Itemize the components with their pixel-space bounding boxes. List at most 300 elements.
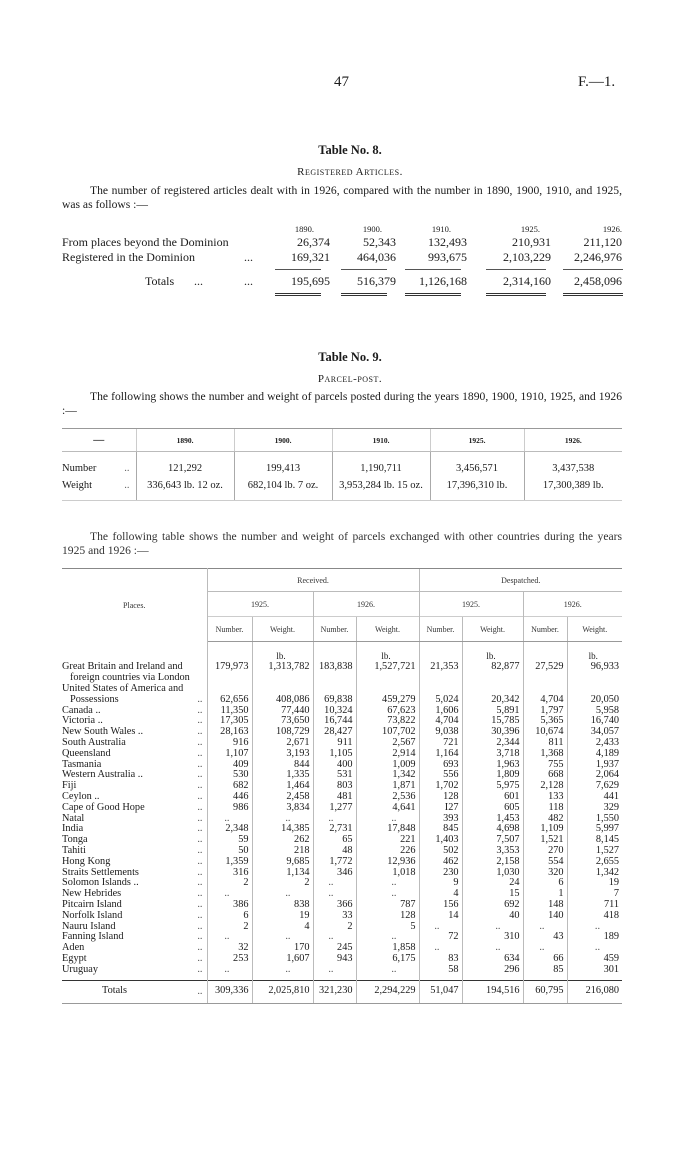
place-cell: [62, 814, 207, 825]
cell: 441: [567, 792, 622, 803]
cell: 15: [462, 889, 523, 900]
cell: 82,877: [462, 662, 523, 673]
cell: 316: [207, 868, 252, 879]
year-header: 1925.: [207, 592, 313, 617]
cell: [462, 673, 523, 684]
cell: 1,702: [419, 781, 462, 792]
table8-year: 1890.: [294, 224, 314, 234]
cell: 270: [523, 846, 567, 857]
row-label-text: Number: [62, 463, 97, 474]
cell: 2,128: [523, 781, 567, 792]
page-number: 47: [334, 74, 349, 90]
cell: 133: [523, 792, 567, 803]
place-name: Cape of Good Hope: [62, 801, 145, 813]
cell: 52,343: [363, 235, 396, 249]
cell: 4: [252, 922, 313, 933]
place-cell: [62, 770, 207, 781]
cell: 721: [419, 738, 462, 749]
leader-dots: ..: [197, 834, 203, 846]
place-name: Straits Settlements: [62, 866, 139, 878]
cell: 2: [207, 922, 252, 933]
table10-intro-text: The following table shows the number and weight of parcels exchanged with other countries during the years 1925 and 1926 :—: [62, 530, 622, 557]
leader-dots: ..: [197, 823, 203, 835]
cell: 226: [356, 846, 419, 857]
cell: 711: [567, 900, 622, 911]
cell: 17,848: [356, 824, 419, 835]
total-cell: 216,080: [567, 980, 622, 1003]
leader-dots: ..: [197, 801, 203, 813]
cell: 1,871: [356, 781, 419, 792]
cell: 400: [313, 760, 356, 771]
row-label: From places beyond the Dominion: [62, 235, 229, 249]
total-cell: 2,458,096: [574, 274, 622, 288]
cell: 221: [356, 835, 419, 846]
place-name: Aden: [62, 942, 85, 954]
cell: 4,641: [356, 803, 419, 814]
leader-dots: ..: [197, 963, 203, 975]
cell: 418: [567, 911, 622, 922]
cell: 1,107: [207, 749, 252, 760]
cell: 844: [252, 760, 313, 771]
cell: ..: [419, 922, 462, 933]
cell: 128: [356, 911, 419, 922]
leader-dots: ..: [197, 790, 203, 802]
cell: 682: [207, 781, 252, 792]
cell: 2,458: [252, 792, 313, 803]
cell: 32: [207, 943, 252, 954]
place-name: Western Australia ..: [62, 769, 143, 781]
place-name: Fiji: [62, 780, 77, 792]
cell: 66: [523, 954, 567, 965]
cell: 320: [523, 868, 567, 879]
cell: 692: [462, 900, 523, 911]
place-name: Hong Kong: [62, 855, 111, 867]
cell: 803: [313, 781, 356, 792]
cell: 170: [252, 943, 313, 954]
sum-rule: [275, 269, 321, 270]
cell: 605: [462, 803, 523, 814]
cell: 2,671: [252, 738, 313, 749]
year-header: 1890.: [136, 429, 234, 452]
cell: 6,175: [356, 954, 419, 965]
cell: 6: [523, 878, 567, 889]
cell: 7,629: [567, 781, 622, 792]
cell: 230: [419, 868, 462, 879]
cell: I27: [419, 803, 462, 814]
empty-cell: [207, 642, 252, 663]
cell: 459,279: [356, 695, 419, 706]
cell: 50: [207, 846, 252, 857]
table-row: [62, 868, 622, 879]
cell: 2,914: [356, 749, 419, 760]
cell: 5,365: [523, 716, 567, 727]
cell: 1,937: [567, 760, 622, 771]
table-row: [62, 965, 622, 976]
leader-dots: ..: [197, 812, 203, 824]
cell: 1,109: [523, 824, 567, 835]
cell: 2,246,976: [574, 250, 622, 264]
table8-totals-row: [62, 274, 622, 289]
cell: 2,655: [567, 857, 622, 868]
cell: 24: [462, 878, 523, 889]
cell: 1,030: [462, 868, 523, 879]
table-row: [62, 911, 622, 922]
cell: 5,975: [462, 781, 523, 792]
places-header: Places.: [62, 569, 207, 642]
cell: 17,305: [207, 716, 252, 727]
cell: 210,931: [512, 235, 551, 249]
cell: 12,936: [356, 857, 419, 868]
table-row: [62, 749, 622, 760]
cell: 3,437,538: [524, 452, 622, 478]
cell: 128: [419, 792, 462, 803]
cell: 943: [313, 954, 356, 965]
total-cell: 2,314,160: [503, 274, 551, 288]
row-label: [62, 477, 136, 501]
year-header: 1926.: [523, 592, 622, 617]
leader-dots: ..: [124, 480, 130, 491]
sum-rule: [563, 269, 623, 270]
cell: ..: [313, 965, 356, 976]
cell: 668: [523, 770, 567, 781]
leader-dots: ...: [194, 274, 203, 288]
leader-dots: ...: [244, 274, 253, 288]
cell: 1,018: [356, 868, 419, 879]
empty-cell: [62, 642, 207, 663]
total-cell: 1,126,168: [419, 274, 467, 288]
cell: ..: [523, 922, 567, 933]
cell: 2,731: [313, 824, 356, 835]
cell: 15,785: [462, 716, 523, 727]
cell: ..: [313, 889, 356, 900]
unit-label: lb.: [252, 642, 313, 663]
cell: 4,189: [567, 749, 622, 760]
unit-label: lb.: [567, 642, 622, 663]
place-name: Norfolk Island: [62, 909, 123, 921]
cell: [252, 673, 313, 684]
total-cell: 321,230: [313, 980, 356, 1003]
leader-dots: ..: [197, 952, 203, 964]
year-header: 1926.: [524, 429, 622, 452]
cell: 156: [419, 900, 462, 911]
empty-cell: [419, 642, 462, 663]
leader-dots: ..: [197, 747, 203, 759]
table10: [62, 568, 622, 1004]
cell: 393: [419, 814, 462, 825]
cell: 301: [567, 965, 622, 976]
total-cell: 516,379: [357, 274, 396, 288]
cell: ..: [356, 932, 419, 943]
place-name: Possessions: [70, 693, 119, 705]
leader-dots: ..: [197, 844, 203, 856]
leader-dots: ..: [197, 736, 203, 748]
cell: 1,134: [252, 868, 313, 879]
cell: 1,453: [462, 814, 523, 825]
weight-header: Weight.: [252, 617, 313, 642]
total-cell: 60,795: [523, 980, 567, 1003]
cell: 34,057: [567, 727, 622, 738]
table8-year: 1926.: [602, 224, 622, 234]
cell: 3,834: [252, 803, 313, 814]
cell: 2: [252, 878, 313, 889]
table9-intro: [62, 390, 622, 418]
cell: 346: [313, 868, 356, 879]
cell: [313, 673, 356, 684]
cell: 1,105: [313, 749, 356, 760]
cell: 218: [252, 846, 313, 857]
table10-header-row: [62, 569, 622, 592]
cell: 30,396: [462, 727, 523, 738]
cell: ..: [207, 814, 252, 825]
cell: 993,675: [428, 250, 467, 264]
cell: ..: [207, 889, 252, 900]
cell: ..: [356, 889, 419, 900]
cell: 296: [462, 965, 523, 976]
place-name: Pitcairn Island: [62, 898, 122, 910]
cell: 5: [356, 922, 419, 933]
leader-dots: ..: [197, 758, 203, 770]
table9: [62, 428, 622, 501]
place-name: Ceylon ..: [62, 790, 100, 802]
cell: 6: [207, 911, 252, 922]
cell: 28,427: [313, 727, 356, 738]
cell: 634: [462, 954, 523, 965]
cell: 140: [523, 911, 567, 922]
weight-header: Weight.: [567, 617, 622, 642]
place-name: Tahiti: [62, 844, 86, 856]
cell: 27,529: [523, 662, 567, 673]
cell: 446: [207, 792, 252, 803]
leader-dots: ..: [197, 726, 203, 738]
cell: 189: [567, 932, 622, 943]
year-header: 1926.: [313, 592, 419, 617]
leader-dots: ..: [197, 931, 203, 943]
cell: ..: [523, 943, 567, 954]
place-name: Great Britain and Ireland and: [62, 661, 183, 672]
cell: 1,335: [252, 770, 313, 781]
number-header: Number.: [207, 617, 252, 642]
cell: 329: [567, 803, 622, 814]
cell: 107,702: [356, 727, 419, 738]
table8-row: [62, 250, 622, 265]
year-header: 1925.: [430, 429, 524, 452]
cell: 693: [419, 760, 462, 771]
leader-dots: ..: [197, 866, 203, 878]
total-cell: 195,695: [291, 274, 330, 288]
place-name: New Hebrides: [62, 888, 122, 900]
received-header: Received.: [207, 569, 419, 592]
cell: 4,704: [523, 695, 567, 706]
table-row: [62, 695, 622, 706]
cell: 62,656: [207, 695, 252, 706]
row-label: Registered in the Dominion: [62, 250, 195, 264]
cell: 1,809: [462, 770, 523, 781]
total-double-rule: [486, 293, 546, 296]
despatched-header: Despatched.: [419, 569, 622, 592]
cell: 409: [207, 760, 252, 771]
sum-rule: [486, 269, 546, 270]
totals-label: Totals: [102, 985, 128, 997]
total-cell: 2,025,810: [252, 980, 313, 1003]
unit-label: lb.: [356, 642, 419, 663]
cell: 48: [313, 846, 356, 857]
cell: 2,348: [207, 824, 252, 835]
table8-year: 1925.: [520, 224, 540, 234]
cell: 911: [313, 738, 356, 749]
total-cell: 309,336: [207, 980, 252, 1003]
sum-rule: [341, 269, 387, 270]
place-name: United States of America and: [62, 683, 184, 694]
table9-row: [62, 477, 622, 501]
total-cell: 194,516: [462, 980, 523, 1003]
totals-row: [62, 980, 622, 1003]
cell: 16,740: [567, 716, 622, 727]
cell: 682,104 lb. 7 oz.: [234, 477, 332, 501]
number-header: Number.: [313, 617, 356, 642]
cell: 3,456,571: [430, 452, 524, 478]
cell: 11,350: [207, 706, 252, 717]
place-name: New South Wales ..: [62, 726, 144, 738]
cell: 3,353: [462, 846, 523, 857]
cell: 916: [207, 738, 252, 749]
cell: 2,064: [567, 770, 622, 781]
cell: 1,858: [356, 943, 419, 954]
cell: 20,342: [462, 695, 523, 706]
cell: 118: [523, 803, 567, 814]
cell: 2,433: [567, 738, 622, 749]
table9-row: [62, 452, 622, 478]
empty-cell: [313, 642, 356, 663]
cell: 17,300,389 lb.: [524, 477, 622, 501]
total-double-rule: [405, 293, 461, 296]
cell: 26,374: [297, 235, 330, 249]
cell: 2,344: [462, 738, 523, 749]
place-name: Tasmania: [62, 758, 102, 770]
cell: 10,324: [313, 706, 356, 717]
cell: 8,145: [567, 835, 622, 846]
place-name: Canada ..: [62, 704, 101, 716]
cell: 19: [252, 911, 313, 922]
total-double-rule: [275, 293, 321, 296]
cell: 253: [207, 954, 252, 965]
cell: 1,797: [523, 706, 567, 717]
cell: 310: [462, 932, 523, 943]
cell: 1,963: [462, 760, 523, 771]
cell: 1,606: [419, 706, 462, 717]
total-cell: 2,294,229: [356, 980, 419, 1003]
table-row: [62, 922, 622, 933]
table9-header-row: [62, 429, 622, 452]
cell: [207, 673, 252, 684]
place-name: Victoria ..: [62, 715, 103, 727]
year-header: 1925.: [419, 592, 523, 617]
place-name: foreign countries via London: [70, 672, 190, 683]
cell: ..: [462, 943, 523, 954]
table8-subtitle: Registered Articles.: [297, 166, 403, 178]
place-name: India: [62, 823, 84, 835]
cell: 108,729: [252, 727, 313, 738]
empty-cell: [523, 642, 567, 663]
cell: 554: [523, 857, 567, 868]
cell: 386: [207, 900, 252, 911]
cell: 7: [567, 889, 622, 900]
cell: 2,567: [356, 738, 419, 749]
cell: 96,933: [567, 662, 622, 673]
leader-dots: ..: [197, 715, 203, 727]
cell: 1,527: [567, 846, 622, 857]
cell: 69,838: [313, 695, 356, 706]
table-row: [62, 803, 622, 814]
place-name: Uruguay: [62, 963, 99, 975]
cell: ..: [567, 922, 622, 933]
cell: 481: [313, 792, 356, 803]
cell: 14: [419, 911, 462, 922]
cell: 132,493: [428, 235, 467, 249]
cell: 464,036: [357, 250, 396, 264]
sum-rule: [405, 269, 461, 270]
cell: 1,342: [356, 770, 419, 781]
cell: 85: [523, 965, 567, 976]
cell: 2,103,229: [503, 250, 551, 264]
cell: 366: [313, 900, 356, 911]
leader-dots: ..: [197, 693, 203, 705]
leader-dots: ..: [197, 898, 203, 910]
cell: 1,368: [523, 749, 567, 760]
cell: 20,050: [567, 695, 622, 706]
leader-dots: ..: [197, 888, 203, 900]
cell: [523, 673, 567, 684]
cell: 65: [313, 835, 356, 846]
page-reference: F.—1.: [578, 74, 616, 90]
cell: 19: [567, 878, 622, 889]
cell: 169,321: [291, 250, 330, 264]
cell: 1,190,711: [332, 452, 430, 478]
cell: 3,193: [252, 749, 313, 760]
place-name: Natal: [62, 812, 85, 824]
cell: 838: [252, 900, 313, 911]
cell: 1,342: [567, 868, 622, 879]
unit-label: lb.: [462, 642, 523, 663]
leader-dots: ..: [197, 985, 203, 997]
cell: ..: [567, 943, 622, 954]
cell: 1,164: [419, 749, 462, 760]
table8-year: 1910.: [431, 224, 451, 234]
weight-header: Weight.: [356, 617, 419, 642]
leader-dots: ..: [197, 855, 203, 867]
cell: 9,038: [419, 727, 462, 738]
cell: 4: [419, 889, 462, 900]
cell: 482: [523, 814, 567, 825]
totals-label: Totals: [145, 274, 175, 288]
cell: 2,536: [356, 792, 419, 803]
cell: 2: [207, 878, 252, 889]
cell: 336,643 lb. 12 oz.: [136, 477, 234, 501]
cell: 77,440: [252, 706, 313, 717]
table8-title: Table No. 8.: [318, 143, 382, 157]
total-cell: 51,047: [419, 980, 462, 1003]
cell: 845: [419, 824, 462, 835]
cell: 3,953,284 lb. 15 oz.: [332, 477, 430, 501]
table10-intro: [62, 530, 622, 558]
cell: 1,550: [567, 814, 622, 825]
cell: 601: [462, 792, 523, 803]
table-row: [62, 878, 622, 889]
total-double-rule: [341, 293, 387, 296]
cell: ..: [207, 932, 252, 943]
leader-dots: ..: [197, 780, 203, 792]
cell: 58: [419, 965, 462, 976]
cell: 14,385: [252, 824, 313, 835]
